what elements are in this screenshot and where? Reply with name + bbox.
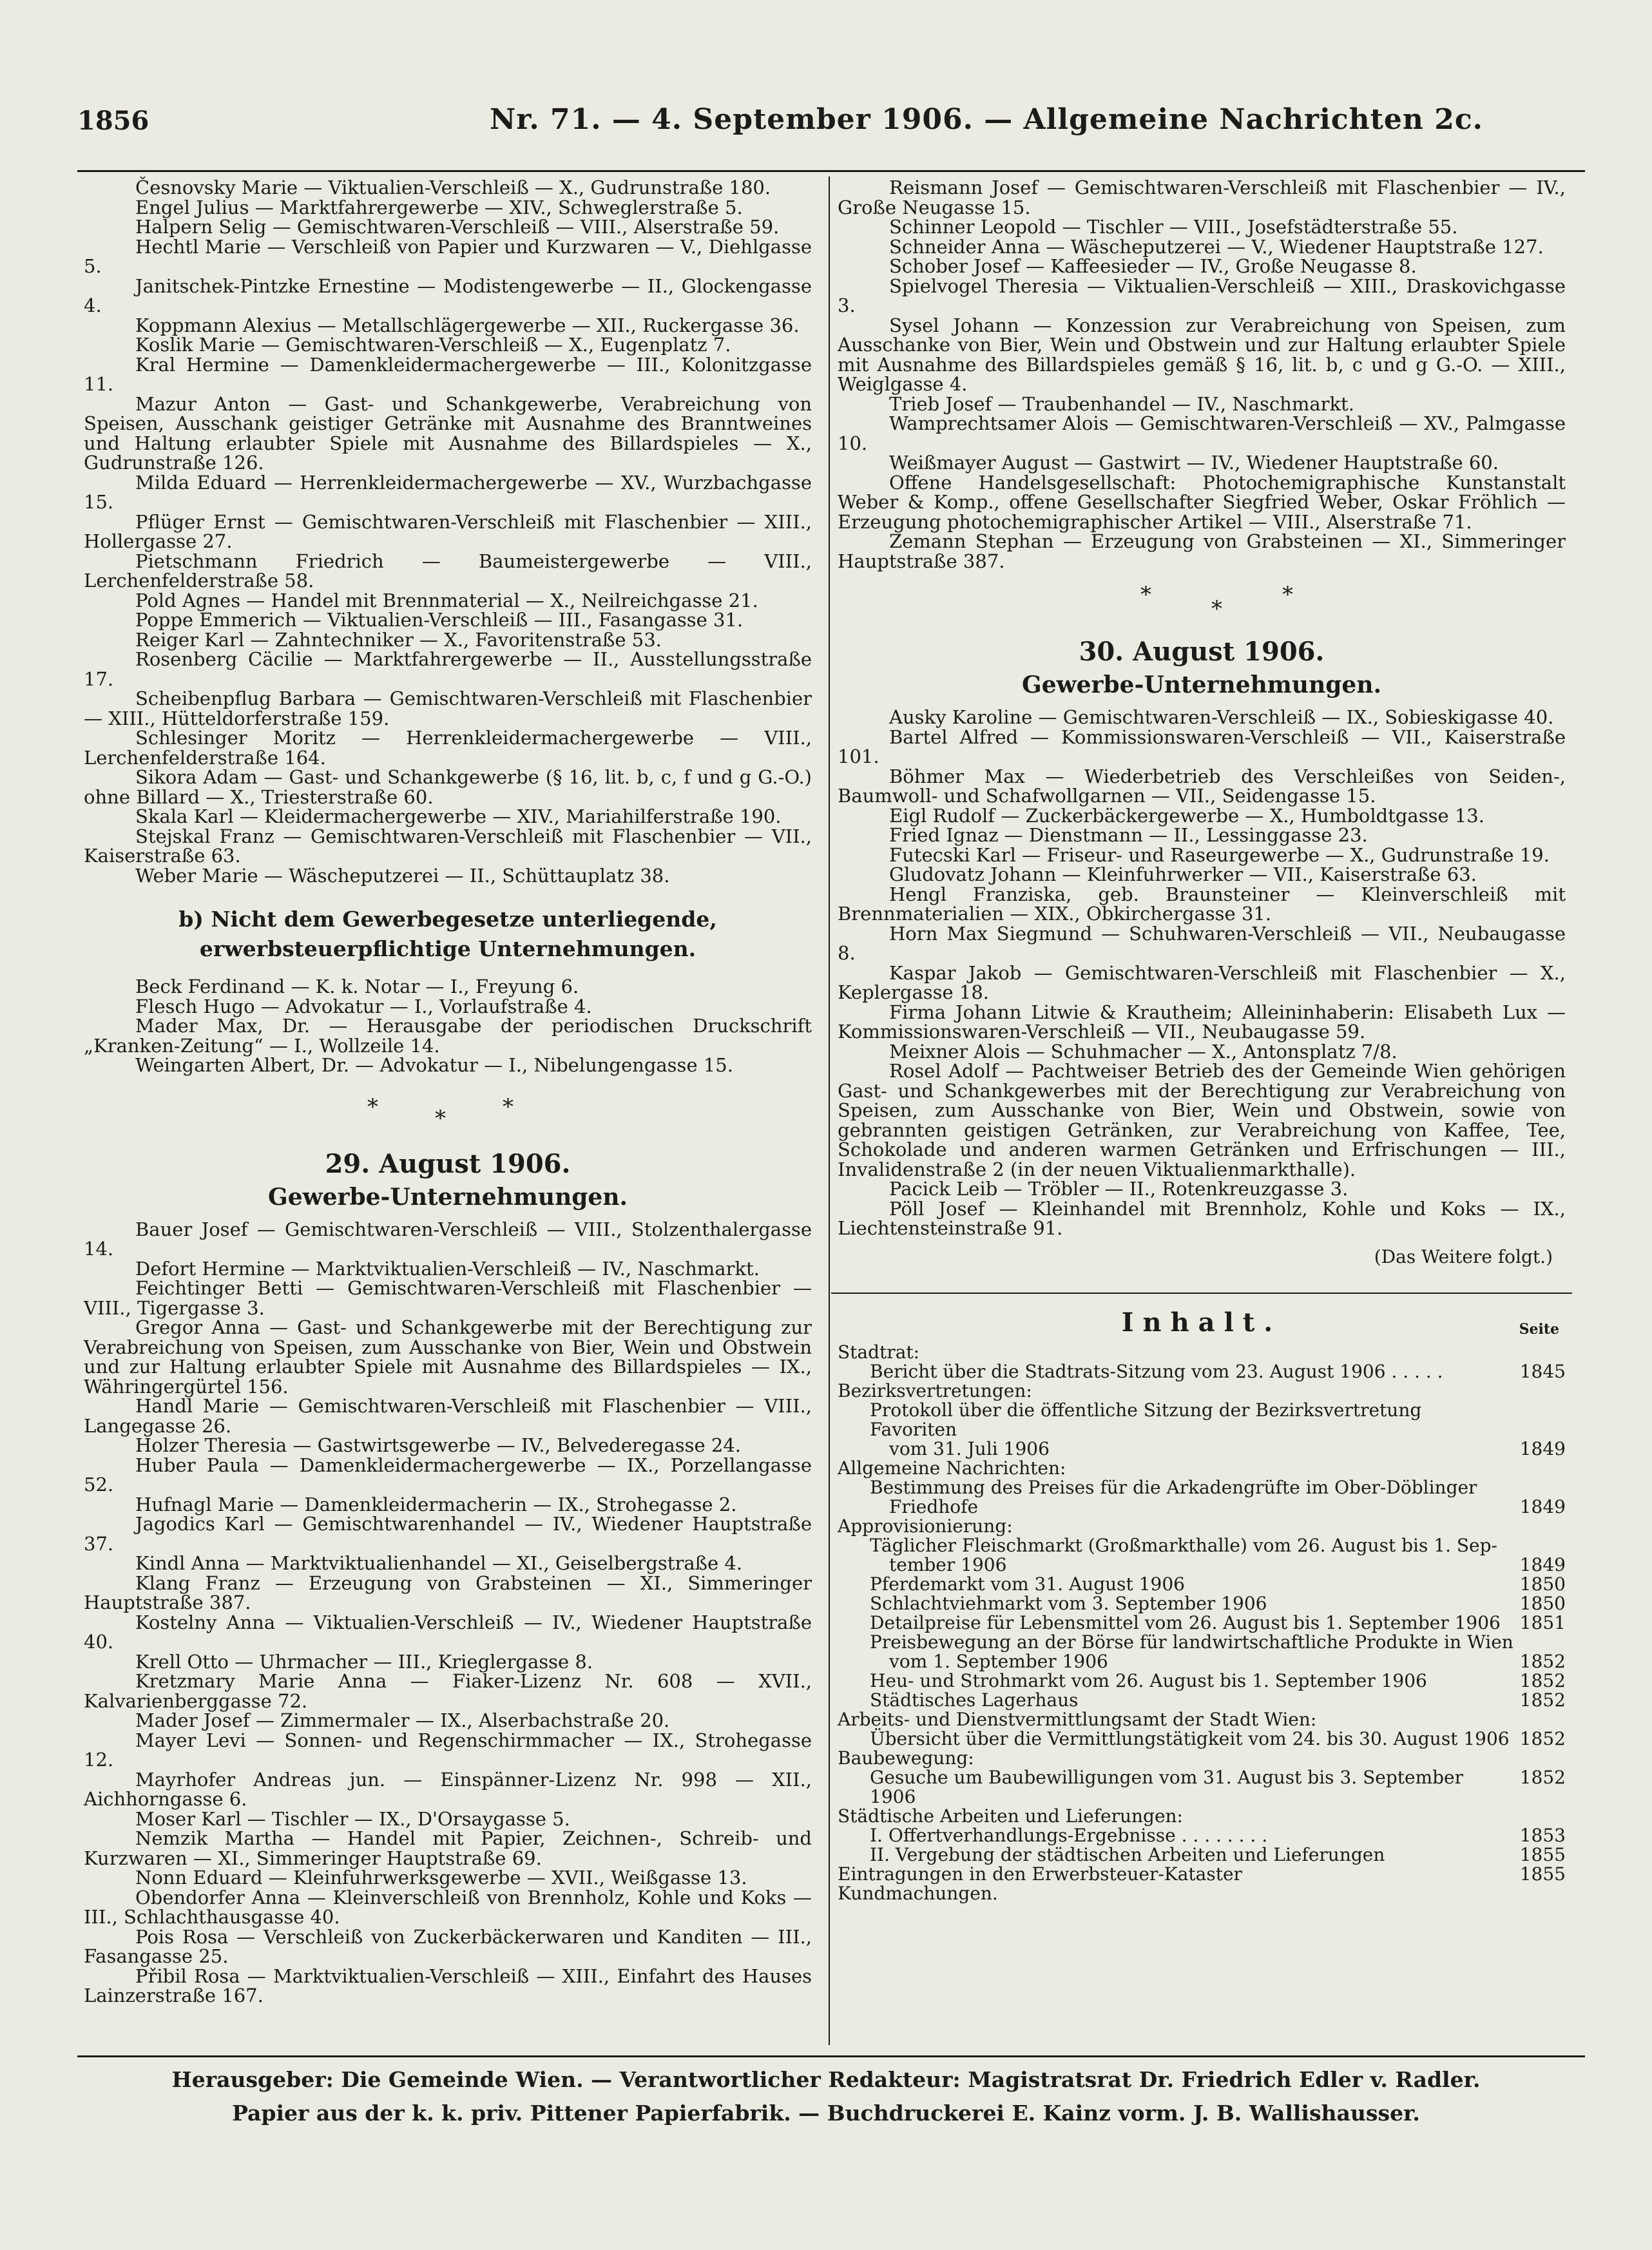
list-item: Wamprechtsamer Alois — Gemischtwaren-Verschleiß — XV., Palmgasse 10.	[838, 412, 1566, 454]
list-item: Firma Johann Litwie & Krautheim; Alleininhaberin: Elisabeth Lux — Kommissionswaren-Verschleiß — VII., Neubaugasse 59.	[838, 1001, 1566, 1043]
toc-category: Städtische Arbeiten und Lieferungen:	[838, 1805, 1183, 1827]
list-item: Klang Franz — Erzeugung von Grabsteinen — XI., Simmeringer Hauptstraße 387.	[84, 1572, 812, 1613]
toc-item[interactable]	[838, 1613, 1566, 1633]
toc-category: Approvisionierung:	[838, 1515, 1013, 1537]
toc-item-text: Heu- und Strohmarkt vom 26. August bis 1. September 1906	[870, 1670, 1427, 1691]
list-item: Nemzik Martha — Handel mit Papier, Zeichnen-, Schreib- und Kurzwaren — XI., Simmeringer Hauptstraße 69.	[84, 1827, 812, 1869]
list-item: Kaspar Jakob — Gemischtwaren-Verschleiß mit Flaschenbier — X., Keplergasse 18.	[838, 961, 1566, 1003]
toc-item[interactable]	[838, 1555, 1566, 1575]
toc-item-page: 1845	[1519, 1361, 1566, 1382]
list-item: Pois Rosa — Verschleiß von Zuckerbäckerwaren und Kanditen — III., Fasangasse 25.	[84, 1925, 812, 1967]
left-column	[84, 178, 812, 2006]
list-item: Reismann Josef — Gemischtwaren-Verschleiß mit Flaschenbier — IV., Große Neugasse 15.	[838, 177, 1566, 218]
list-item: Mader Josef — Zimmermaler — IX., Alserbachstraße 20.	[135, 1709, 670, 1731]
toc-item-text: Täglicher Fleischmarkt (Großmarkthalle) vom 26. August bis 1. Sep-	[870, 1535, 1498, 1556]
toc-item[interactable]	[838, 1671, 1566, 1691]
list-item: Mayrhofer Andreas jun. — Einspänner-Lizenz Nr. 998 — XII., Aichhorngasse 6.	[84, 1768, 812, 1810]
list-item: Schneider Anna — Wäscheputzerei — V., Wiedener Hauptstraße 127.	[889, 235, 1544, 258]
toc-item-text: Preisbewegung an der Börse für landwirtschaftliche Produkte in Wien	[870, 1631, 1513, 1653]
list-item: Engel Julius — Marktfahrergewerbe — XIV., Schweglerstraße 5.	[135, 196, 743, 218]
section-b-title: b) Nicht dem Gewerbegesetze unterliegende, erwerbsteuerpflichtige Unternehmungen.	[178, 907, 717, 961]
toc-item-page: 1852	[1519, 1689, 1566, 1711]
list-item: Mader Max, Dr. — Herausgabe der periodischen Druckschrift „Kranken-Zeitung“ — I., Wollzeile 14.	[84, 1015, 812, 1057]
toc-rule	[831, 1293, 1572, 1294]
toc-item[interactable]	[838, 1594, 1566, 1613]
toc-item[interactable]	[838, 1768, 1566, 1807]
list-item: Obendorfer Anna — Kleinverschleiß von Brennholz, Kohle und Koks — III., Schlachthausgasse 40.	[84, 1886, 812, 1928]
list-item: Hechtl Marie — Verschleiß von Papier und Kurzwaren — V., Diehlgasse 5.	[84, 235, 812, 277]
footer-rule	[77, 2055, 1585, 2057]
toc-category: Stadtrat:	[838, 1341, 920, 1363]
toc-category: Allgemeine Nachrichten:	[838, 1457, 1066, 1479]
list-item: Flesch Hugo — Advokatur — I., Vorlaufstraße 4.	[135, 995, 592, 1017]
list-item: Rosel Adolf — Pachtweiser Betrieb des der Gemeinde Wien gehörigen Gast- und Schankgewerbes mit der Berechtigung zur Verabreichung von Speisen, zum Ausschanke von Bier, Wein und Obstwein, sowie von gebrannten geistigen Getränken, zur Verabreichung von Kaffee, Tee, Schokolade und anderen warmen Getränken und Erfrischungen — III., Invalidenstraße 2 (in der neuen Viktualienmarkthalle).	[838, 1060, 1566, 1180]
toc-item[interactable]	[838, 1401, 1566, 1439]
list-item: Nonn Eduard — Kleinfuhrwerksgewerbe — XVII., Weißgasse 13.	[135, 1867, 747, 1889]
star: *	[367, 1093, 378, 1120]
toc-category: Baubewegung:	[838, 1747, 974, 1769]
list-item: Česnovsky Marie — Viktualien-Verschleiß — X., Gudrunstraße 180.	[135, 177, 771, 198]
list-item: Janitschek-Pintzke Ernestine — Modistengewerbe — II., Glockengasse 4.	[84, 274, 812, 316]
toc-category: Bezirksvertretungen:	[838, 1380, 1032, 1401]
subheading-30: Gewerbe-Unternehmungen.	[1021, 671, 1382, 698]
list-item: Sysel Johann — Konzession zur Verabreichung von Speisen, zum Ausschanke von Bier, Wein und Obstwein und zur Haltung erlaubter Spiele mit Ausnahme des Billardspieles gemäß § 16, lit. b, c und g G.-O. — XIII., Weiglgasse 4.	[838, 314, 1566, 395]
toc-item[interactable]	[838, 1575, 1566, 1594]
toc-item[interactable]	[838, 1691, 1566, 1710]
toc-item-text: Bestimmung des Preises für die Arkadengrüfte im Ober-Döblinger	[870, 1477, 1477, 1498]
list-item: Přibil Rosa — Marktviktualien-Verschleiß — XIII., Einfahrt des Hauses Lainzerstraße 167.	[84, 1965, 812, 2006]
column-divider	[829, 177, 830, 2045]
subheading-29: Gewerbe-Unternehmungen.	[267, 1183, 628, 1211]
list-item: Rosenberg Cäcilie — Marktfahrergewerbe — II., Ausstellungsstraße 17.	[84, 648, 812, 690]
toc-title: Inhalt.	[1121, 1307, 1282, 1338]
list-item: Fried Ignaz — Dienstmann — II., Lessinggasse 23.	[889, 824, 1368, 846]
toc-item-text: II. Vergebung der städtischen Arbeiten und Lieferungen	[870, 1844, 1385, 1865]
list-item: Halpern Selig — Gemischtwaren-Verschleiß — VIII., Alserstraße 59.	[135, 216, 780, 238]
toc-item-page: 1850	[1519, 1573, 1566, 1595]
toc-item-text: Gesuche um Baubewilligungen vom 31. August bis 3. September 1906	[870, 1767, 1463, 1807]
star: *	[1140, 582, 1151, 608]
table-of-contents	[838, 1307, 1566, 1904]
toc-item-text: Pferdemarkt vom 31. August 1906	[870, 1573, 1185, 1595]
toc-item-text: Protokoll über die öffentliche Sitzung der Bezirksvertretung Favoriten	[870, 1399, 1422, 1440]
page-header	[77, 97, 1559, 142]
star: *	[1282, 582, 1293, 608]
toc-item-text: Eintragungen in den Erwerbsteuer-Kataster	[838, 1863, 1242, 1885]
right-entries-30	[838, 707, 1566, 1238]
list-item: Stejskal Franz — Gemischtwaren-Verschleiß mit Flaschenbier — VII., Kaiserstraße 63.	[84, 825, 812, 867]
toc-item-page: 1851	[1519, 1612, 1566, 1633]
star: *	[503, 1093, 514, 1120]
list-item: Kindl Anna — Marktviktualienhandel — XI., Geiselbergstraße 4.	[135, 1552, 743, 1574]
separator-stars-left	[84, 1093, 812, 1142]
list-item: Meixner Alois — Schuhmacher — X., Antonsplatz 7/8.	[889, 1040, 1397, 1062]
toc-item-page: 1855	[1519, 1844, 1566, 1865]
toc-item-page: 1852	[1519, 1728, 1566, 1749]
toc-item-page: 1849	[1519, 1496, 1566, 1517]
list-item: Hufnagl Marie — Damenkleidermacherin — IX., Strohegasse 2.	[135, 1493, 737, 1515]
toc-item-page: 1853	[1519, 1825, 1566, 1846]
left-entries-29	[84, 1220, 812, 2006]
date-heading-30: 30. August 1906.	[1079, 637, 1325, 667]
toc-item-page: 1849	[1519, 1554, 1566, 1575]
separator-stars-right	[838, 582, 1566, 630]
right-entries-cont	[838, 178, 1566, 571]
toc-item-page: 1852	[1519, 1767, 1566, 1788]
list-item: Weingarten Albert, Dr. — Advokatur — I., Nibelungengasse 15.	[135, 1054, 733, 1076]
toc-category: Kundmachungen.	[838, 1883, 998, 1904]
list-item: Weißmayer August — Gastwirt — IV., Wiedener Hauptstraße 60.	[889, 452, 1499, 474]
header-rule	[77, 170, 1585, 172]
list-item: Schlesinger Moritz — Herrenkleidermachergewerbe — VIII., Lerchenfelderstraße 164.	[84, 727, 812, 769]
list-item: Moser Karl — Tischler — IX., D'Orsaygasse 5.	[135, 1807, 570, 1830]
toc-item[interactable]	[838, 1478, 1566, 1497]
list-item: Bartel Alfred — Kommissionswaren-Verschleiß — VII., Kaiserstraße 101.	[838, 726, 1566, 767]
left-entries-b	[84, 977, 812, 1075]
list-item: Mayer Levi — Sonnen- und Regenschirmmacher — IX., Strohegasse 12.	[84, 1729, 812, 1771]
toc-item-page: 1849	[1519, 1438, 1566, 1459]
list-item: Zemann Stephan — Erzeugung von Grabsteinen — XI., Simmeringer Hauptstraße 387.	[838, 530, 1566, 572]
list-item: Pietschmann Friedrich — Baumeistergewerbe — VIII., Lerchenfelderstraße 58.	[84, 550, 812, 591]
left-entries-top	[84, 178, 812, 885]
list-item: Koppmann Alexius — Metallschlägergewerbe — XII., Ruckergasse 36.	[135, 314, 800, 336]
toc-item[interactable]	[838, 1865, 1566, 1884]
list-item: Koslik Marie — Gemischtwaren-Verschleiß — X., Eugenplatz 7.	[135, 334, 731, 356]
toc-item-page: 1852	[1519, 1651, 1566, 1672]
list-item: Schinner Leopold — Tischler — VIII., Josefstädterstraße 55.	[889, 216, 1458, 238]
list-item: Poppe Emmerich — Viktualien-Verschleiß — III., Fasangasse 31.	[135, 609, 744, 631]
list-item: Holzer Theresia — Gastwirtsgewerbe — IV., Belvederegasse 24.	[135, 1434, 742, 1456]
page-number: 1856	[77, 106, 149, 136]
toc-item-text: tember 1906	[889, 1554, 1007, 1575]
list-item: Kretzmary Marie Anna — Fiaker-Lizenz Nr. 608 — XVII., Kalvarienberggasse 72.	[84, 1670, 812, 1712]
publisher-line: Herausgeber: Die Gemeinde Wien. — Verantwortlicher Redakteur: Magistratsrat Dr. Friedrich Edler v. Radler.	[171, 2067, 1481, 2092]
list-item: Ausky Karoline — Gemischtwaren-Verschleiß — IX., Sobieskigasse 40.	[889, 706, 1554, 728]
toc-item-text: vom 31. Juli 1906	[889, 1438, 1050, 1459]
toc-item[interactable]	[838, 1729, 1566, 1749]
list-item: Feichtinger Betti — Gemischtwaren-Verschleiß mit Flaschenbier — VIII., Tigergasse 3.	[84, 1277, 812, 1319]
toc-item-page: 1850	[1519, 1593, 1566, 1614]
list-item: Schober Josef — Kaffeesieder — IV., Große Neugasse 8.	[889, 255, 1417, 277]
toc-header	[838, 1307, 1566, 1343]
list-item: Pold Agnes — Handel mit Brennmaterial — X., Neilreichgasse 21.	[135, 589, 758, 611]
list-item: Skala Karl — Kleidermachergewerbe — XIV., Mariahilferstraße 190.	[135, 805, 782, 827]
list-item: Böhmer Max — Wiederbetrieb des Verschleißes von Seiden-, Baumwoll- und Schafwollgarnen — VII., Seidengasse 15.	[838, 765, 1566, 807]
toc-seite-label: Seite	[1519, 1321, 1559, 1338]
list-item: Beck Ferdinand — K. k. Notar — I., Freyung 6.	[135, 976, 579, 997]
toc-category: Arbeits- und Dienstvermittlungsamt der Stadt Wien:	[838, 1709, 1317, 1730]
toc-item-text: Übersicht über die Vermittlungstätigkeit vom 24. bis 30. August 1906	[870, 1728, 1510, 1749]
list-item: Weber Marie — Wäscheputzerei — II., Schüttauplatz 38.	[135, 864, 670, 887]
list-item: Eigl Rudolf — Zuckerbäckergewerbe — X., Humboldtgasse 13.	[889, 804, 1484, 827]
toc-item-page: 1852	[1519, 1670, 1566, 1691]
list-item: Huber Paula — Damenkleidermachergewerbe — IX., Porzellangasse 52.	[84, 1454, 812, 1495]
toc-item-text: Bericht über die Stadtrats-Sitzung vom 23. August 1906 . . . . .	[870, 1361, 1443, 1382]
list-item: Bauer Josef — Gemischtwaren-Verschleiß — VIII., Stolzenthalergasse 14.	[84, 1218, 812, 1260]
continued-note: (Das Weitere folgt.)	[1374, 1245, 1553, 1267]
toc-item[interactable]	[838, 1652, 1566, 1671]
list-item: Hengl Franziska, geb. Braunsteiner — Kleinverschleiß mit Brennmaterialien — XIX., Obkirchergasse 31.	[838, 883, 1566, 925]
list-item: Jagodics Karl — Gemischtwarenhandel — IV., Wiedener Hauptstraße 37.	[84, 1513, 812, 1555]
list-item: Kostelny Anna — Viktualien-Verschleiß — IV., Wiedener Hauptstraße 40.	[84, 1611, 812, 1653]
toc-item-text: vom 1. September 1906	[889, 1651, 1108, 1672]
right-column	[838, 178, 1566, 1903]
list-item: Offene Handelsgesellschaft: Photochemigraphische Kunstanstalt Weber & Komp., offene Gesellschafter Siegfried Weber, Oskar Fröhlich — Erzeugung photochemigraphischer Artikel — VIII., Alserstraße 71.	[838, 471, 1566, 533]
list-item: Gludovatz Johann — Kleinfuhrwerker — VII., Kaiserstraße 63.	[889, 863, 1477, 885]
toc-item[interactable]	[838, 1826, 1566, 1845]
toc-item[interactable]	[838, 1536, 1566, 1555]
toc-item-text: Friedhofe	[889, 1496, 979, 1517]
toc-item-text: Detailpreise für Lebensmittel vom 26. August bis 1. September 1906	[870, 1612, 1501, 1633]
list-item: Krell Otto — Uhrmacher — III., Krieglergasse 8.	[135, 1650, 593, 1673]
toc-item[interactable]	[838, 1633, 1566, 1652]
list-item: Scheibenpflug Barbara — Gemischtwaren-Verschleiß mit Flaschenbier — XIII., Hütteldorferstraße 159.	[84, 688, 812, 729]
list-item: Futecski Karl — Friseur- und Raseurgewerbe — X., Gudrunstraße 19.	[889, 843, 1550, 866]
list-item: Trieb Josef — Traubenhandel — IV., Naschmarkt.	[889, 392, 1354, 415]
list-item: Mazur Anton — Gast- und Schankgewerbe, Verabreichung von Speisen, Ausschank geistiger Getränke mit Ausnahme des Branntweines und Haltung erlaubter Spiele mit Ausnahme des Billardspieles — X., Gudrunstraße 126.	[84, 392, 812, 474]
printer-line: Papier aus der k. k. priv. Pittener Papierfabrik. — Buchdruckerei E. Kainz vorm. J. B. Wallishausser.	[232, 2101, 1420, 2126]
list-item: Defort Hermine — Marktviktualien-Verschleiß — IV., Naschmarkt.	[135, 1257, 760, 1280]
running-title: Nr. 71. — 4. September 1906. — Allgemeine Nachrichten 2c.	[490, 103, 1483, 136]
list-item: Kral Hermine — Damenkleidermachergewerbe — III., Kolonitzgasse 11.	[84, 353, 812, 395]
list-item: Milda Eduard — Herrenkleidermachergewerbe — XV., Wurzbachgasse 15.	[84, 471, 812, 513]
toc-item[interactable]	[838, 1845, 1566, 1865]
list-item: Gregor Anna — Gast- und Schankgewerbe mit der Berechtigung zur Verabreichung von Speisen, zum Ausschanke von Bier, Wein und Obstwein und zur Haltung erlaubter Spiele mit Ausnahme des Billardspieles — IX., Währingergürtel 156.	[84, 1316, 812, 1398]
list-item: Pacick Leib — Tröbler — II., Rotenkreuzgasse 3.	[889, 1178, 1349, 1200]
toc-item-text: Städtisches Lagerhaus	[870, 1689, 1079, 1711]
toc-item-text: Schlachtviehmarkt vom 3. September 1906	[870, 1593, 1267, 1614]
list-item: Sikora Adam — Gast- und Schankgewerbe (§ 16, lit. b, c, f und g G.-O.) ohne Billard — X., Triesterstraße 60.	[84, 766, 812, 808]
date-heading-29: 29. August 1906.	[325, 1148, 571, 1179]
toc-item[interactable]	[838, 1439, 1566, 1459]
toc-item-page: 1855	[1519, 1863, 1566, 1885]
list-item: Pflüger Ernst — Gemischtwaren-Verschleiß mit Flaschenbier — XIII., Hollergasse 27.	[84, 510, 812, 552]
toc-item-text: I. Offertverhandlungs-Ergebnisse . . . . . . . .	[870, 1825, 1268, 1846]
star: *	[435, 1105, 446, 1131]
list-item: Pöll Josef — Kleinhandel mit Brennholz, Kohle und Koks — IX., Liechtensteinstraße 91.	[838, 1197, 1566, 1239]
list-item: Horn Max Siegmund — Schuhwaren-Verschleiß — VII., Neubaugasse 8.	[838, 922, 1566, 964]
list-item: Spielvogel Theresia — Viktualien-Verschleiß — XIII., Draskovichgasse 3.	[838, 274, 1566, 316]
list-item: Reiger Karl — Zahntechniker — X., Favoritenstraße 53.	[135, 628, 662, 651]
toc-item[interactable]	[838, 1362, 1566, 1381]
toc-item[interactable]	[838, 1497, 1566, 1517]
list-item: Handl Marie — Gemischtwaren-Verschleiß mit Flaschenbier — VIII., Langegasse 26.	[84, 1395, 812, 1437]
star: *	[1211, 596, 1222, 622]
